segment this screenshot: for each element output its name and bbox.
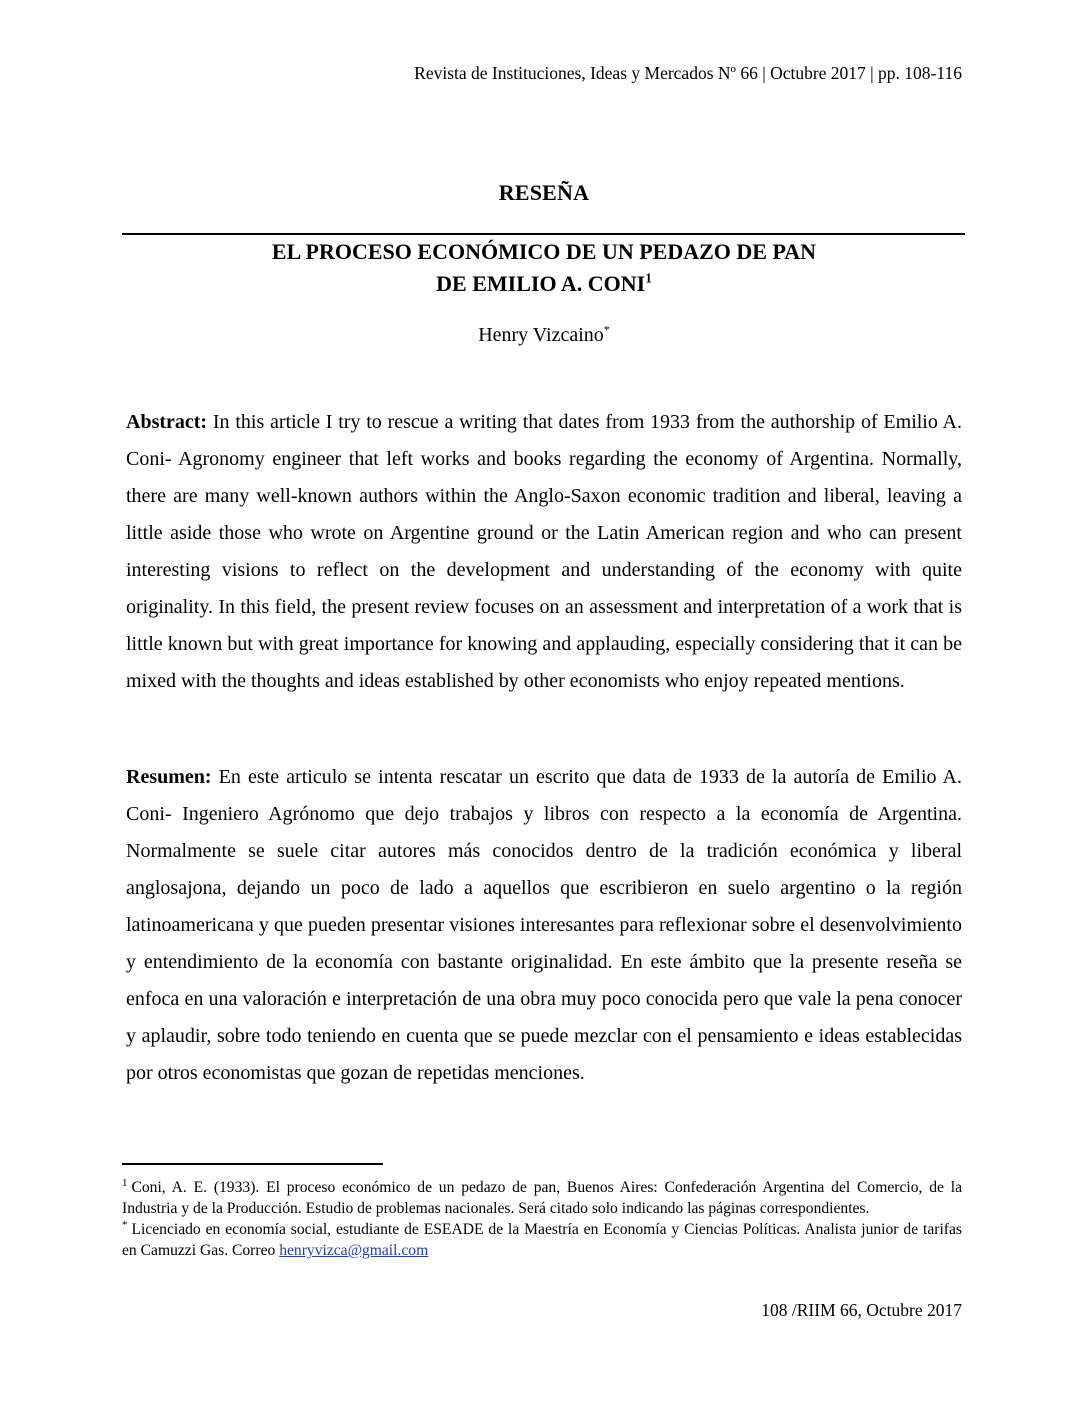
author-footnote-mark: * (603, 322, 610, 337)
title-line-2-text: DE EMILIO A. CONI (436, 271, 646, 296)
title-divider (122, 233, 965, 235)
footnotes (122, 1177, 962, 1261)
author-email-link[interactable]: henryvizca@gmail.com (279, 1242, 429, 1259)
resumen-paragraph (126, 759, 962, 1092)
abstract-label: Abstract: (126, 411, 208, 433)
running-header: Revista de Instituciones, Ideas y Mercados Nº 66 | Octubre 2017 | pp. 108-116 (414, 63, 962, 83)
abstract-paragraph (126, 404, 962, 700)
resumen-label: Resumen: (126, 766, 212, 788)
abstract-text: In this article I try to rescue a writing that dates from 1933 from the authorship of Emilio A. Coni- Agronomy engineer that left works and books regarding the economy of Argentina. Normally, there are many well-known authors within the Anglo-Saxon economic tradition and liberal, leaving a little aside those who wrote on Argentine ground or the Latin American region and who can present interesting visions to reflect on the development and understanding of the economy with quite originality. In this field, the present review focuses on an assessment and interpretation of a work that is little known but with great importance for knowing and applauding, especially considering that it can be mixed with the thoughts and ideas established by other economists who enjoy repeated mentions. (126, 411, 962, 692)
section-label: RESEÑA (498, 180, 590, 205)
footnote-2 (122, 1219, 962, 1261)
author-line (0, 324, 1088, 347)
footnote-1-text: Coni, A. E. (1933). El proceso económico de un pedazo de pan, Buenos Aires: Confederación Argentina del Comercio, de la Industria y de la Producción. Estudio de problemas nacionales. Será citado solo indicando las páginas correspondientes. (122, 1179, 962, 1217)
title-line-2 (0, 268, 1088, 300)
author-name: Henry Vizcaino (478, 324, 604, 346)
title-line-1: EL PROCESO ECONÓMICO DE UN PEDAZO DE PAN (271, 239, 817, 264)
footnote-2-text: Licenciado en economía social, estudiante de ESEADE de la Maestría en Economía y Ciencias Políticas. Analista junior de tarifas en Camuzzi Gas. Correo (122, 1221, 962, 1259)
resumen-text: En este articulo se intenta rescatar un escrito que data de 1933 de la autoría de Emilio A. Coni- Ingeniero Agrónomo que dejo trabajos y libros con respecto a la economía de Argentina. Normalmente se suele citar autores más conocidos dentro de la tradición económica y liberal anglosajona, dejando un poco de lado a aquellos que escribieron en suelo argentino o la región latinoamericana y que pueden presentar visiones interesantes para reflexionar sobre el desenvolvimiento y entendimiento de la economía con bastante originalidad. En este ámbito que la presente reseña se enfoca en una valoración e interpretación de una obra muy poco conocida pero que vale la pena conocer y aplaudir, sobre todo teniendo en cuenta que se puede mezclar con el pensamiento e ideas establecidas por otros economistas que gozan de repetidas menciones. (126, 766, 962, 1084)
footnote-1-mark: 1 (122, 1176, 128, 1189)
title-footnote-mark: 1 (645, 270, 652, 286)
footnote-2-mark: * (122, 1218, 128, 1231)
footnote-1 (122, 1177, 962, 1219)
article-title (0, 236, 1088, 300)
footnote-divider (122, 1163, 383, 1165)
page-footer: 108 /RIIM 66, Octubre 2017 (761, 1300, 962, 1320)
